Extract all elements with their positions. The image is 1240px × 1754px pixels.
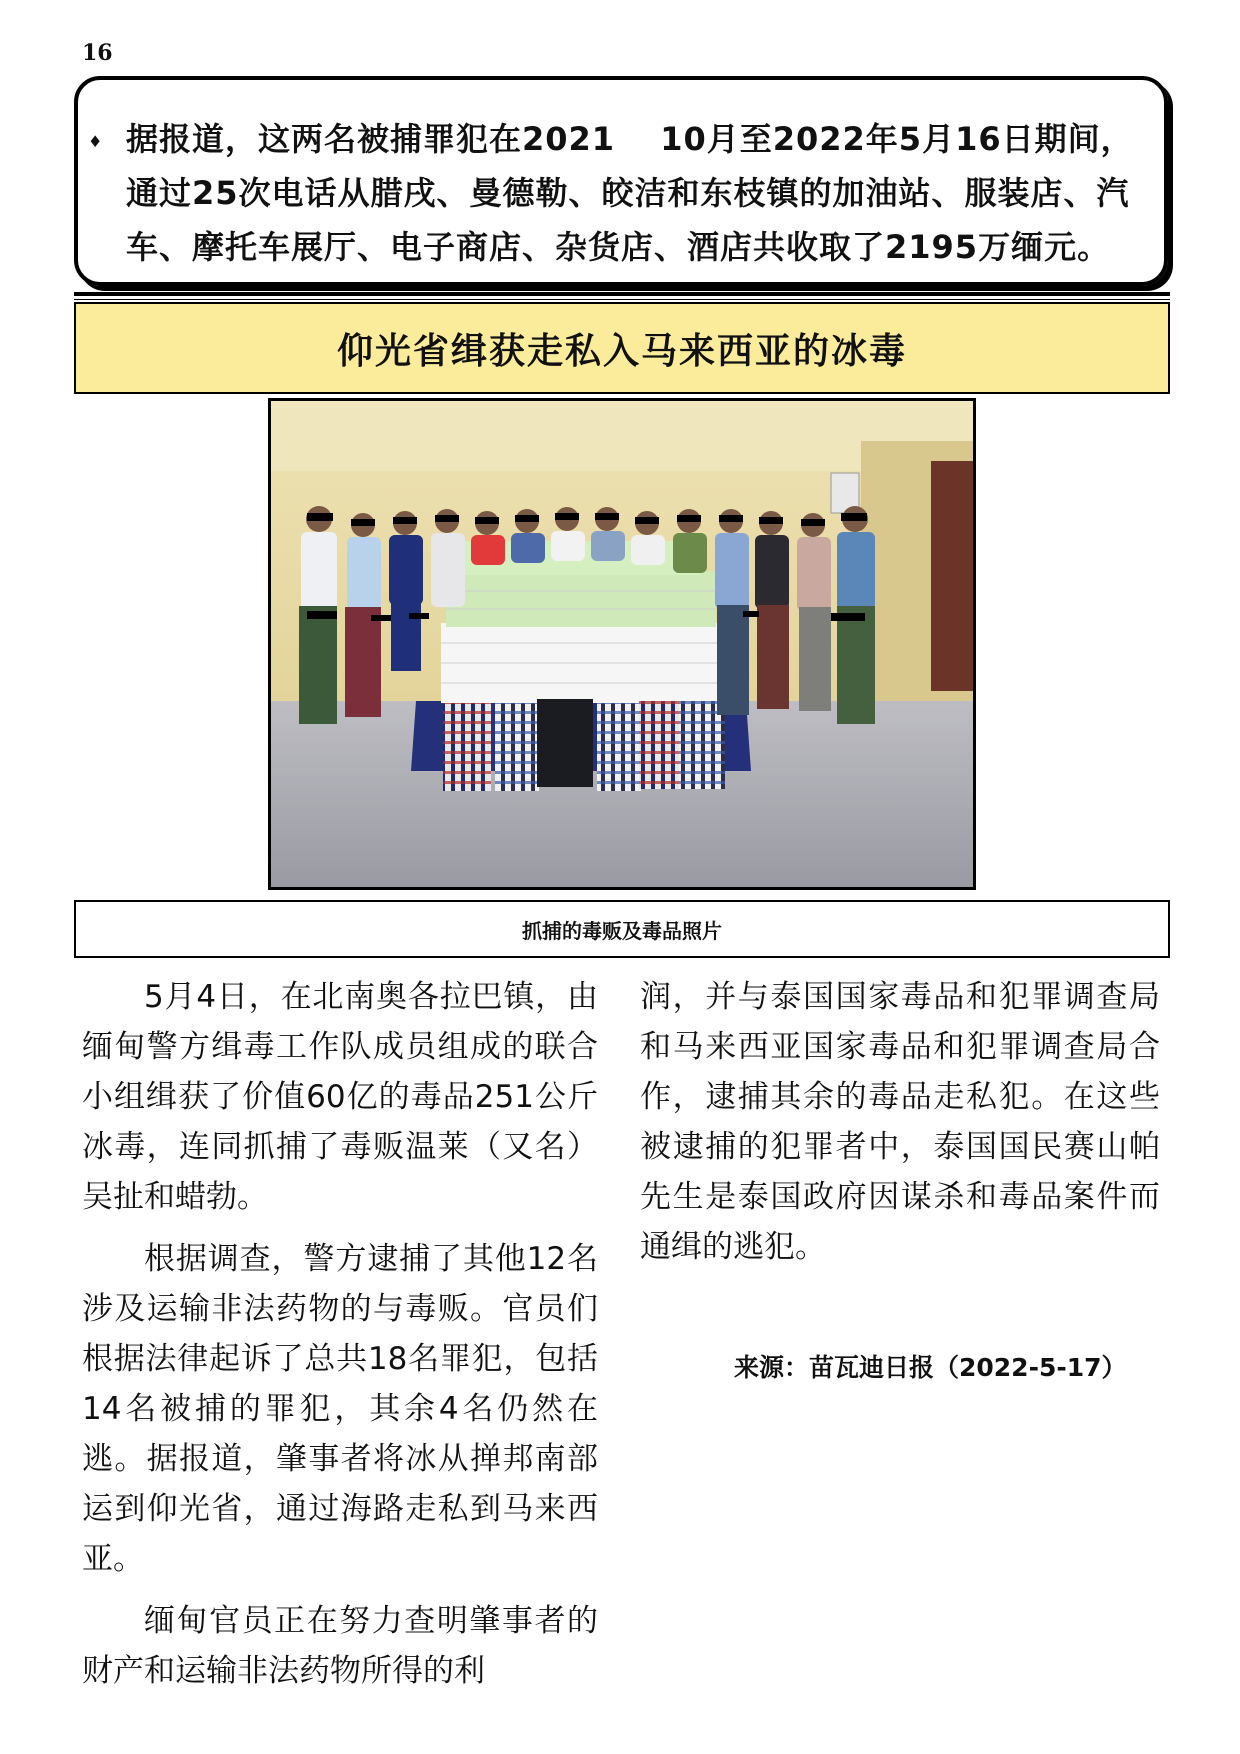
article-column-right	[640, 972, 1160, 1284]
photo-caption: 抓捕的毒贩及毒品照片	[522, 918, 722, 943]
news-photo	[268, 398, 976, 890]
highlight-text: 据报道，这两名被捕罪犯在2021 10月至2022年5月16日期间，通过25次电话从腊戌、曼德勒、皎洁和东枝镇的加油站、服装店、汽车、摩托车展厅、电子商店、杂货店、酒店共收取了2195万缅元。	[126, 120, 1134, 266]
divider-thick	[74, 292, 1170, 296]
page-number: 16	[82, 40, 113, 66]
paragraph-3: 缅甸官员正在努力查明肇事者的财产和运输非法药物所得的利	[82, 1603, 598, 1689]
paragraph-3-continued: 润，并与泰国国家毒品和犯罪调查局和马来西亚国家毒品和犯罪调查局合作，逮捕其余的毒品走私犯。在这些被逮捕的犯罪者中，泰国国民赛山帕先生是泰国政府因谋杀和毒品案件而通缉的逃犯。	[640, 979, 1160, 1265]
photo-caption-box	[74, 900, 1170, 958]
headline-banner	[74, 302, 1170, 394]
headline: 仰光省缉获走私入马来西亚的冰毒	[336, 330, 907, 372]
photo-illustration	[271, 401, 973, 887]
article-column-left	[82, 972, 598, 1708]
divider-thin	[74, 299, 1170, 300]
paragraph-1: 5月4日，在北南奥各拉巴镇，由缅甸警方缉毒工作队成员组成的联合小组缉获了价值60亿的毒品251公斤冰毒，连同抓捕了毒贩温莱（又名）吴扯和蜡勃。	[82, 979, 598, 1215]
paragraph-2: 根据调查，警方逮捕了其他12名涉及运输非法药物的与毒贩。官员们根据法律起诉了总共18名罪犯，包括14名被捕的罪犯，其余4名仍然在逃。据报道，肇事者将冰从掸邦南部运到仰光省，通过海路走私到马来西亚。	[82, 1241, 598, 1577]
source-credit: 来源：苗瓦迪日报（2022-5-17）	[734, 1353, 1127, 1382]
bullet-icon: ♦	[88, 132, 103, 151]
